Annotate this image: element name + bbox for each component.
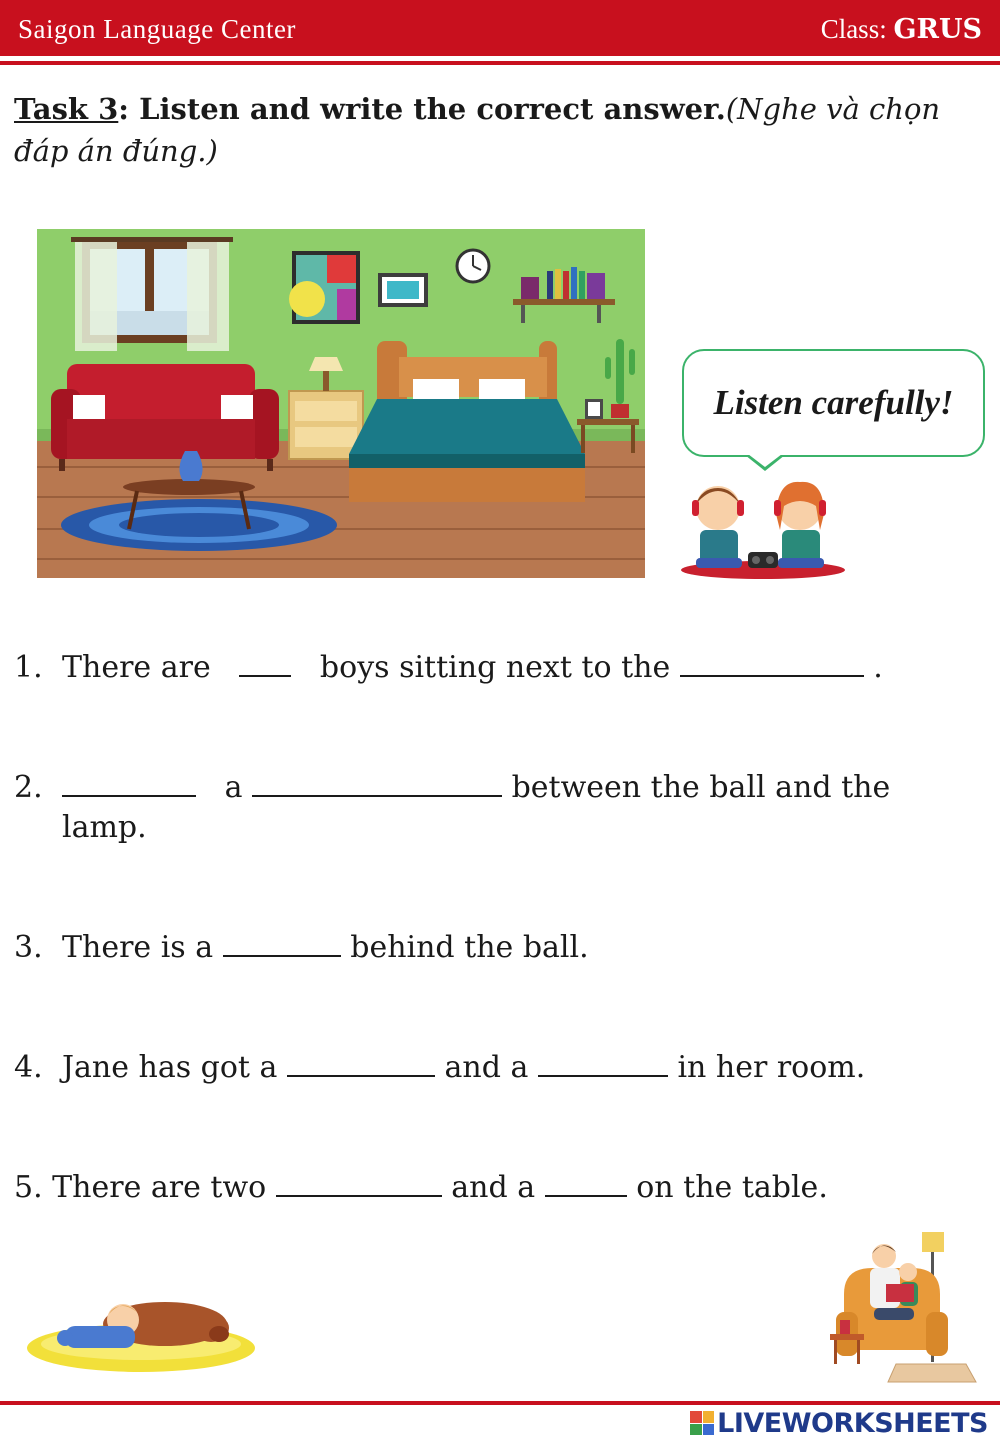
- question-2: [14, 768, 890, 848]
- question-number: 4.: [14, 1050, 43, 1085]
- class-value: GRUS: [893, 14, 982, 45]
- question-text: on the table.: [636, 1170, 828, 1205]
- question-text: .: [873, 650, 883, 685]
- answer-blank[interactable]: [223, 931, 341, 957]
- question-number: 2.: [14, 770, 43, 805]
- center-name: Saigon Language Center: [18, 14, 296, 44]
- question-4: [14, 1048, 865, 1088]
- answer-blank[interactable]: [239, 651, 291, 677]
- question-text: a: [224, 770, 243, 805]
- answer-blank[interactable]: [276, 1171, 442, 1197]
- liveworksheets-icon: [690, 1411, 714, 1435]
- question-3: [14, 928, 589, 968]
- question-text: Jane has got a: [62, 1050, 278, 1085]
- question-text: boys sitting next to the: [319, 650, 671, 685]
- question-text: behind the ball.: [350, 930, 589, 965]
- speech-bubble: [682, 349, 985, 457]
- answer-blank[interactable]: [680, 651, 864, 677]
- bubble-tail-inner: [748, 454, 782, 467]
- question-number: 5.: [14, 1170, 43, 1205]
- parent-reading-illustration: [826, 1232, 980, 1392]
- question-number: 3.: [14, 930, 43, 965]
- question-1: [14, 648, 883, 688]
- brand-name: LIVEWORKSHEETS: [717, 1407, 988, 1439]
- task-heading: [14, 88, 974, 172]
- task-translation: (Nghe và chọn đáp án đúng.): [14, 92, 941, 168]
- task-label: Task 3: [14, 92, 119, 126]
- answer-blank[interactable]: [252, 771, 502, 797]
- question-text: and a: [451, 1170, 536, 1205]
- kids-listening-illustration: [680, 478, 846, 580]
- question-text: and a: [444, 1050, 529, 1085]
- answer-blank[interactable]: [62, 771, 196, 797]
- bubble-text: Listen carefully!: [713, 383, 954, 422]
- header-bar: [0, 0, 1000, 56]
- answer-blank[interactable]: [545, 1171, 627, 1197]
- answer-blank[interactable]: [287, 1051, 435, 1077]
- question-5: [14, 1168, 828, 1208]
- header-divider: [0, 61, 1000, 65]
- bedroom-illustration: [37, 229, 645, 578]
- question-text: lamp.: [62, 810, 147, 845]
- class-info: [821, 14, 982, 45]
- task-instruction: : Listen and write the correct answer.: [118, 92, 726, 126]
- question-number: 1.: [14, 650, 43, 685]
- sleeping-child-dog-illustration: [25, 1290, 257, 1376]
- class-label: Class:: [820, 14, 887, 44]
- question-text: between the ball and the: [511, 770, 891, 805]
- answer-blank[interactable]: [538, 1051, 668, 1077]
- footer-divider: [0, 1401, 1000, 1405]
- question-text: There are two: [52, 1170, 267, 1205]
- question-text: There are: [62, 650, 211, 685]
- question-text: in her room.: [677, 1050, 866, 1085]
- question-text: There is a: [62, 930, 214, 965]
- brand-logo: [690, 1406, 988, 1440]
